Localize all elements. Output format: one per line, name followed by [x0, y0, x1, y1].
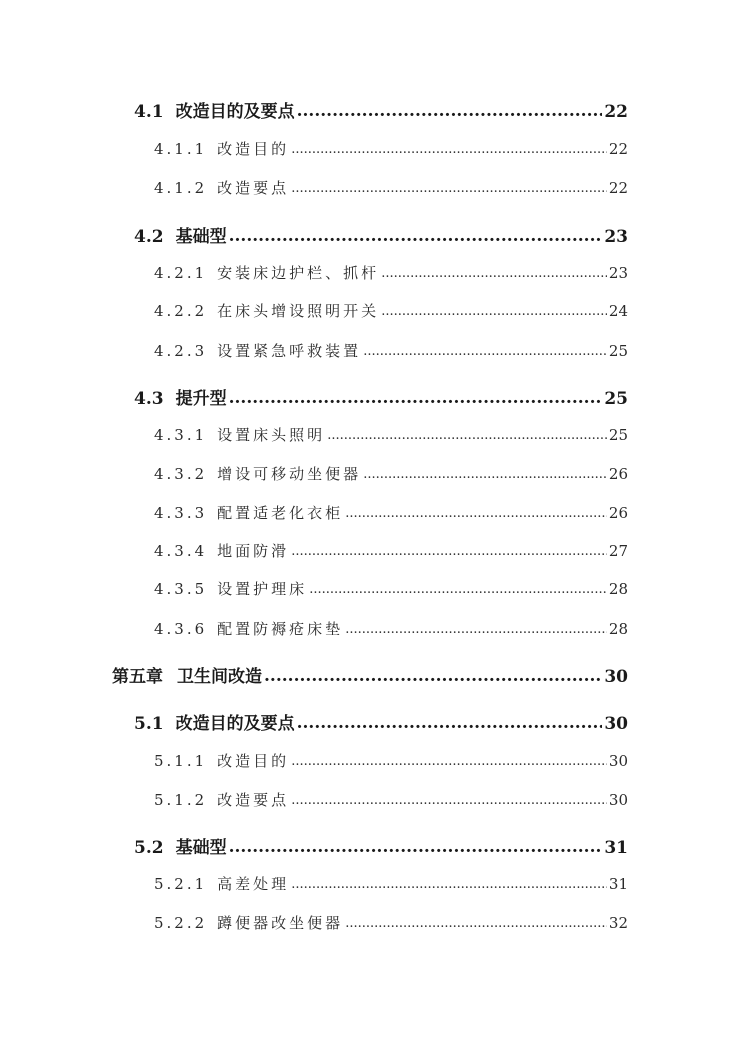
toc-entry-chapter[interactable] — [112, 662, 628, 687]
toc-entry-subsection[interactable] — [154, 138, 628, 159]
toc-entry-title: 改造目的及要点 — [175, 714, 295, 734]
dot-leader — [229, 837, 603, 857]
toc-entry-number: 4.1.1 — [154, 140, 208, 158]
toc-entry-subsection[interactable] — [154, 424, 628, 445]
toc-entry-page: 32 — [608, 914, 628, 932]
toc-entry-page: 26 — [608, 504, 628, 522]
toc-entry-page: 25 — [608, 342, 628, 360]
toc-entry-title: 高差处理 — [217, 875, 290, 893]
toc-entry-section[interactable] — [134, 97, 628, 122]
toc-entry-number: 4.3.3 — [154, 504, 208, 522]
toc-entry-title: 在床头增设照明开关 — [217, 302, 380, 320]
toc-entry-title: 增设可移动坐便器 — [217, 465, 362, 483]
toc-entry-number: 4.3.1 — [154, 426, 208, 444]
dot-leader — [291, 178, 607, 196]
toc-entry-number: 4.3.5 — [154, 580, 208, 598]
dot-leader — [345, 503, 607, 521]
toc-entry-page: 31 — [608, 875, 628, 893]
dot-leader — [363, 341, 607, 359]
toc-entry-page: 26 — [608, 465, 628, 483]
toc-entry-number: 4.2.1 — [154, 264, 208, 282]
toc-entry-subsection[interactable] — [154, 750, 628, 771]
toc-entry-number: 4.1 — [134, 102, 164, 122]
toc-entry-title: 配置适老化衣柜 — [217, 504, 344, 522]
toc-entry-page: 22 — [604, 102, 628, 122]
dot-leader — [381, 301, 607, 319]
toc-entry-title: 基础型 — [175, 227, 227, 247]
toc-entry-number: 4.1.2 — [154, 179, 208, 197]
toc-entry-title: 安装床边护栏、抓杆 — [217, 264, 380, 282]
toc-entry-page: 30 — [604, 714, 628, 734]
toc-entry-title: 改造目的 — [217, 140, 290, 158]
toc-entry-number: 5.2.1 — [154, 875, 208, 893]
toc-entry-page: 23 — [608, 264, 628, 282]
toc-entry-page: 27 — [608, 542, 628, 560]
toc-entry-section[interactable] — [134, 222, 628, 247]
toc-entry-title: 提升型 — [175, 389, 227, 409]
toc-entry-number: 5.2 — [134, 838, 164, 858]
dot-leader — [229, 226, 603, 246]
toc-entry-title: 设置护理床 — [217, 580, 308, 598]
toc-entry-title: 地面防滑 — [217, 542, 290, 560]
dot-leader — [291, 751, 607, 769]
toc-entry-page: 30 — [608, 791, 628, 809]
toc-entry-subsection[interactable] — [154, 300, 628, 321]
toc-entry-page: 31 — [604, 838, 628, 858]
toc-entry-number: 4.3.2 — [154, 465, 208, 483]
toc-entry-subsection[interactable] — [154, 340, 628, 361]
toc-entry-title: 改造要点 — [217, 791, 290, 809]
toc-entry-title: 改造目的及要点 — [175, 102, 295, 122]
toc-entry-subsection[interactable] — [154, 873, 628, 894]
toc-entry-page: 24 — [608, 302, 628, 320]
dot-leader — [363, 464, 607, 482]
toc-entry-subsection[interactable] — [154, 540, 628, 561]
toc-entry-page: 22 — [608, 179, 628, 197]
toc-entry-subsection[interactable] — [154, 502, 628, 523]
toc-entry-number: 4.3.6 — [154, 620, 208, 638]
toc-entry-subsection[interactable] — [154, 578, 628, 599]
toc-entry-number: 4.2.3 — [154, 342, 208, 360]
toc-entry-title: 蹲便器改坐便器 — [217, 914, 344, 932]
dot-leader — [291, 790, 607, 808]
dot-leader — [291, 874, 607, 892]
toc-entry-subsection[interactable] — [154, 618, 628, 639]
toc-entry-section[interactable] — [134, 833, 628, 858]
toc-entry-page: 22 — [608, 140, 628, 158]
toc-entry-section[interactable] — [134, 384, 628, 409]
toc-entry-title: 配置防褥疮床垫 — [217, 620, 344, 638]
toc-entry-section[interactable] — [134, 709, 628, 734]
dot-leader — [381, 263, 607, 281]
toc-entry-title: 改造目的 — [217, 752, 290, 770]
toc-entry-page: 25 — [604, 389, 628, 409]
dot-leader — [229, 388, 603, 408]
dot-leader — [291, 139, 607, 157]
toc-entry-title: 设置紧急呼救装置 — [217, 342, 362, 360]
toc-entry-subsection[interactable] — [154, 912, 628, 933]
toc-entry-page: 28 — [608, 580, 628, 598]
dot-leader — [345, 913, 607, 931]
dot-leader — [327, 425, 607, 443]
toc-entry-number: 5.2.2 — [154, 914, 208, 932]
toc-entry-number: 4.2.2 — [154, 302, 208, 320]
toc-entry-subsection[interactable] — [154, 789, 628, 810]
dot-leader — [264, 666, 602, 686]
toc-entry-title: 基础型 — [175, 838, 227, 858]
toc-entry-page: 28 — [608, 620, 628, 638]
toc-entry-subsection[interactable] — [154, 463, 628, 484]
toc-entry-number: 5.1.1 — [154, 752, 208, 770]
toc-entry-page: 30 — [604, 667, 628, 687]
toc-entry-page: 25 — [608, 426, 628, 444]
dot-leader — [345, 619, 607, 637]
toc-entry-title: 设置床头照明 — [217, 426, 326, 444]
toc-entry-number: 4.3.4 — [154, 542, 208, 560]
toc-entry-number: 5.1 — [134, 714, 164, 734]
dot-leader — [291, 541, 607, 559]
dot-leader — [297, 713, 603, 733]
toc-entry-number: 4.3 — [134, 389, 164, 409]
dot-leader — [297, 101, 603, 121]
toc-entry-subsection[interactable] — [154, 262, 628, 283]
toc-entry-number: 4.2 — [134, 227, 164, 247]
toc-entry-subsection[interactable] — [154, 177, 628, 198]
toc-entry-title: 卫生间改造 — [177, 667, 262, 687]
toc-entry-page: 30 — [608, 752, 628, 770]
toc-entry-page: 23 — [604, 227, 628, 247]
toc-entry-number: 5.1.2 — [154, 791, 208, 809]
toc-entry-number: 第五章 — [112, 667, 163, 687]
toc-entry-title: 改造要点 — [217, 179, 290, 197]
dot-leader — [309, 579, 607, 597]
